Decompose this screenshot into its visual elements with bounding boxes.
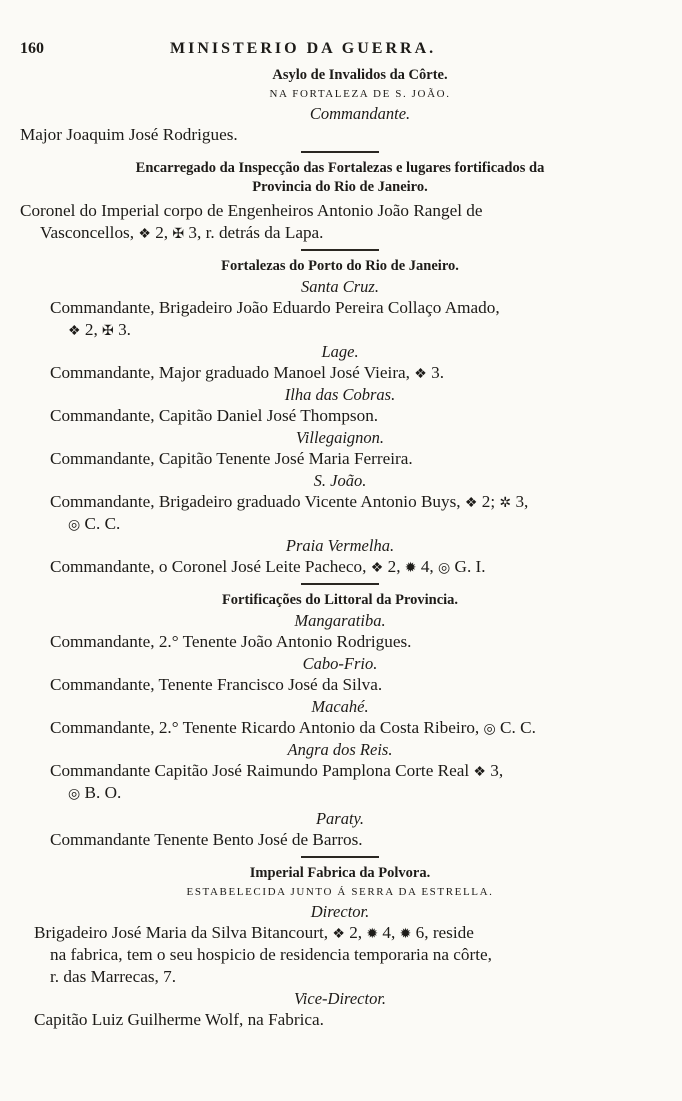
order-rose-icon: ❖ <box>414 367 427 382</box>
page-header <box>20 40 660 66</box>
entry-santa-cruz-2a: 2, <box>84 320 98 339</box>
vice-director-role: Vice-Director. <box>293 989 387 1008</box>
entry-lage-tail: 3. <box>431 363 445 382</box>
place-villegaignon: Villegaignon. <box>295 428 385 447</box>
document-page <box>20 40 660 1031</box>
entry-angra-reis-2-text: B. O. <box>84 783 122 802</box>
entry-lage-text: Commandante, Major graduado Manoel José Vieira, <box>50 363 410 382</box>
place-santa-cruz: Santa Cruz. <box>301 277 379 296</box>
place-ilha-cobras: Ilha das Cobras. <box>284 385 396 404</box>
order-rose-icon: ❖ <box>464 496 478 511</box>
order-star-icon: ✲ <box>499 496 512 511</box>
order-wreath-icon: ✹ <box>399 927 412 942</box>
place-lage: Lage. <box>321 342 359 361</box>
entry-angra-reis-tail: 3, <box>490 761 504 780</box>
place-s-joao: S. João. <box>313 471 367 490</box>
entry-macahe-tail: C. C. <box>500 718 536 737</box>
entry-s-joao-a: 2; <box>481 492 496 511</box>
entry-mangaratiba: Commandante, 2.° Tenente João Antonio Rodrigues. <box>50 632 412 651</box>
entry-angra-reis <box>20 760 660 782</box>
polvora-title: Imperial Fabrica da Polvora. <box>249 865 431 881</box>
order-rose-icon: ❖ <box>370 561 384 576</box>
entry-praia-vermelha <box>20 556 660 578</box>
order-wreath-icon: ✹ <box>366 927 379 942</box>
entry-cabo-frio: Commandante, Tenente Francisco José da Silva. <box>50 675 383 694</box>
entry-praia-vermelha-b: 4, <box>420 557 434 576</box>
entry-angra-reis-2 <box>20 782 660 804</box>
entry-lage <box>20 362 660 384</box>
entry-s-joao-2 <box>20 513 660 535</box>
entry-macahe <box>20 717 660 739</box>
director-entry-1c: 4, <box>382 923 396 942</box>
place-macahe: Macahé. <box>311 697 369 716</box>
littoral-title: Fortificações do Littoral da Provincia. <box>221 592 459 608</box>
entry-praia-vermelha-c: G. I. <box>454 557 486 576</box>
inspeccao-title-1: Encarregado da Inspecção das Fortalezas e lugares fortificados da <box>135 160 545 176</box>
place-cabo-frio: Cabo-Frio. <box>302 654 378 673</box>
director-entry-2: na fabrica, tem o seu hospicio de residencia temporaria na côrte, <box>50 945 492 964</box>
place-angra-reis: Angra dos Reis. <box>287 740 393 759</box>
section-divider <box>301 151 379 153</box>
order-rose-icon: ❖ <box>332 927 345 942</box>
entry-praia-vermelha-a: 2, <box>387 557 401 576</box>
asylo-title: Asylo de Invalidos da Côrte. <box>272 67 448 83</box>
section-divider <box>301 249 379 251</box>
inspeccao-entry-2 <box>20 222 660 244</box>
entry-ilha-cobras: Commandante, Capitão Daniel José Thompson. <box>50 406 379 425</box>
entry-santa-cruz-2b: 3. <box>118 320 131 339</box>
director-role: Director. <box>310 902 370 921</box>
order-circle-icon: ◎ <box>483 722 496 737</box>
polvora-subtitle: ESTABELECIDA JUNTO Á SERRA DA ESTRELLA. <box>186 886 494 898</box>
entry-villegaignon: Commandante, Capitão Tenente José Maria Ferreira. <box>50 449 413 468</box>
order-circle-icon: ◎ <box>68 787 81 802</box>
place-paraty: Paraty. <box>315 809 365 828</box>
director-entry-1b: 2, <box>349 923 363 942</box>
inspeccao-entry-2c: 3, r. detrás da Lapa. <box>188 223 324 242</box>
director-entry-3: r. das Marrecas, 7. <box>50 967 176 986</box>
director-entry-1a: Brigadeiro José Maria da Silva Bitancourt, <box>34 923 329 942</box>
entry-s-joao-2-text: C. C. <box>84 514 121 533</box>
asylo-person: Major Joaquim José Rodrigues. <box>20 125 238 144</box>
vice-director-entry: Capitão Luiz Guilherme Wolf, na Fabrica. <box>34 1010 324 1029</box>
asylo-role: Commandante. <box>309 104 411 123</box>
section-divider <box>301 856 379 858</box>
inspeccao-title-2: Provincia do Rio de Janeiro. <box>252 179 428 195</box>
entry-s-joao-b: 3, <box>515 492 529 511</box>
entry-praia-vermelha-text: Commandante, o Coronel José Leite Pacheco, <box>50 557 367 576</box>
entry-angra-reis-text: Commandante Capitão José Raimundo Pamplona Corte Real <box>50 761 470 780</box>
page-number: 160 <box>20 40 44 57</box>
entry-macahe-text: Commandante, 2.° Tenente Ricardo Antonio da Costa Ribeiro, <box>50 718 480 737</box>
order-circle-icon: ◎ <box>68 518 81 533</box>
order-rose-icon: ❖ <box>473 765 486 780</box>
director-entry-1 <box>20 922 660 944</box>
entry-santa-cruz: Commandante, Brigadeiro João Eduardo Pereira Collaço Amado, <box>50 298 500 317</box>
asylo-subtitle: NA FORTALEZA DE S. JOÃO. <box>269 88 451 100</box>
inspeccao-entry-2b: 2, <box>155 223 169 242</box>
order-circle-icon: ◎ <box>438 561 451 576</box>
entry-s-joao <box>20 491 660 513</box>
inspeccao-entry-2a: Vasconcellos, <box>40 223 135 242</box>
entry-paraty: Commandante Tenente Bento José de Barros. <box>50 830 363 849</box>
order-rose-icon: ❖ <box>138 227 151 242</box>
fortalezas-title: Fortalezas do Porto do Rio de Janeiro. <box>221 258 459 274</box>
entry-s-joao-text: Commandante, Brigadeiro graduado Vicente Antonio Buys, <box>50 492 461 511</box>
place-praia-vermelha: Praia Vermelha. <box>285 536 395 555</box>
order-cross-icon: ✠ <box>102 324 114 339</box>
order-cross-icon: ✠ <box>172 227 185 242</box>
entry-santa-cruz-2 <box>20 319 660 341</box>
order-rose-icon: ❖ <box>68 324 81 339</box>
running-head: MINISTERIO DA GUERRA. <box>170 40 437 57</box>
inspeccao-entry-1: Coronel do Imperial corpo de Engenheiros Antonio João Rangel de <box>20 201 483 220</box>
section-divider <box>301 583 379 585</box>
director-entry-1d: 6, reside <box>415 923 474 942</box>
order-wreath-icon: ✹ <box>404 561 417 576</box>
place-mangaratiba: Mangaratiba. <box>294 611 386 630</box>
